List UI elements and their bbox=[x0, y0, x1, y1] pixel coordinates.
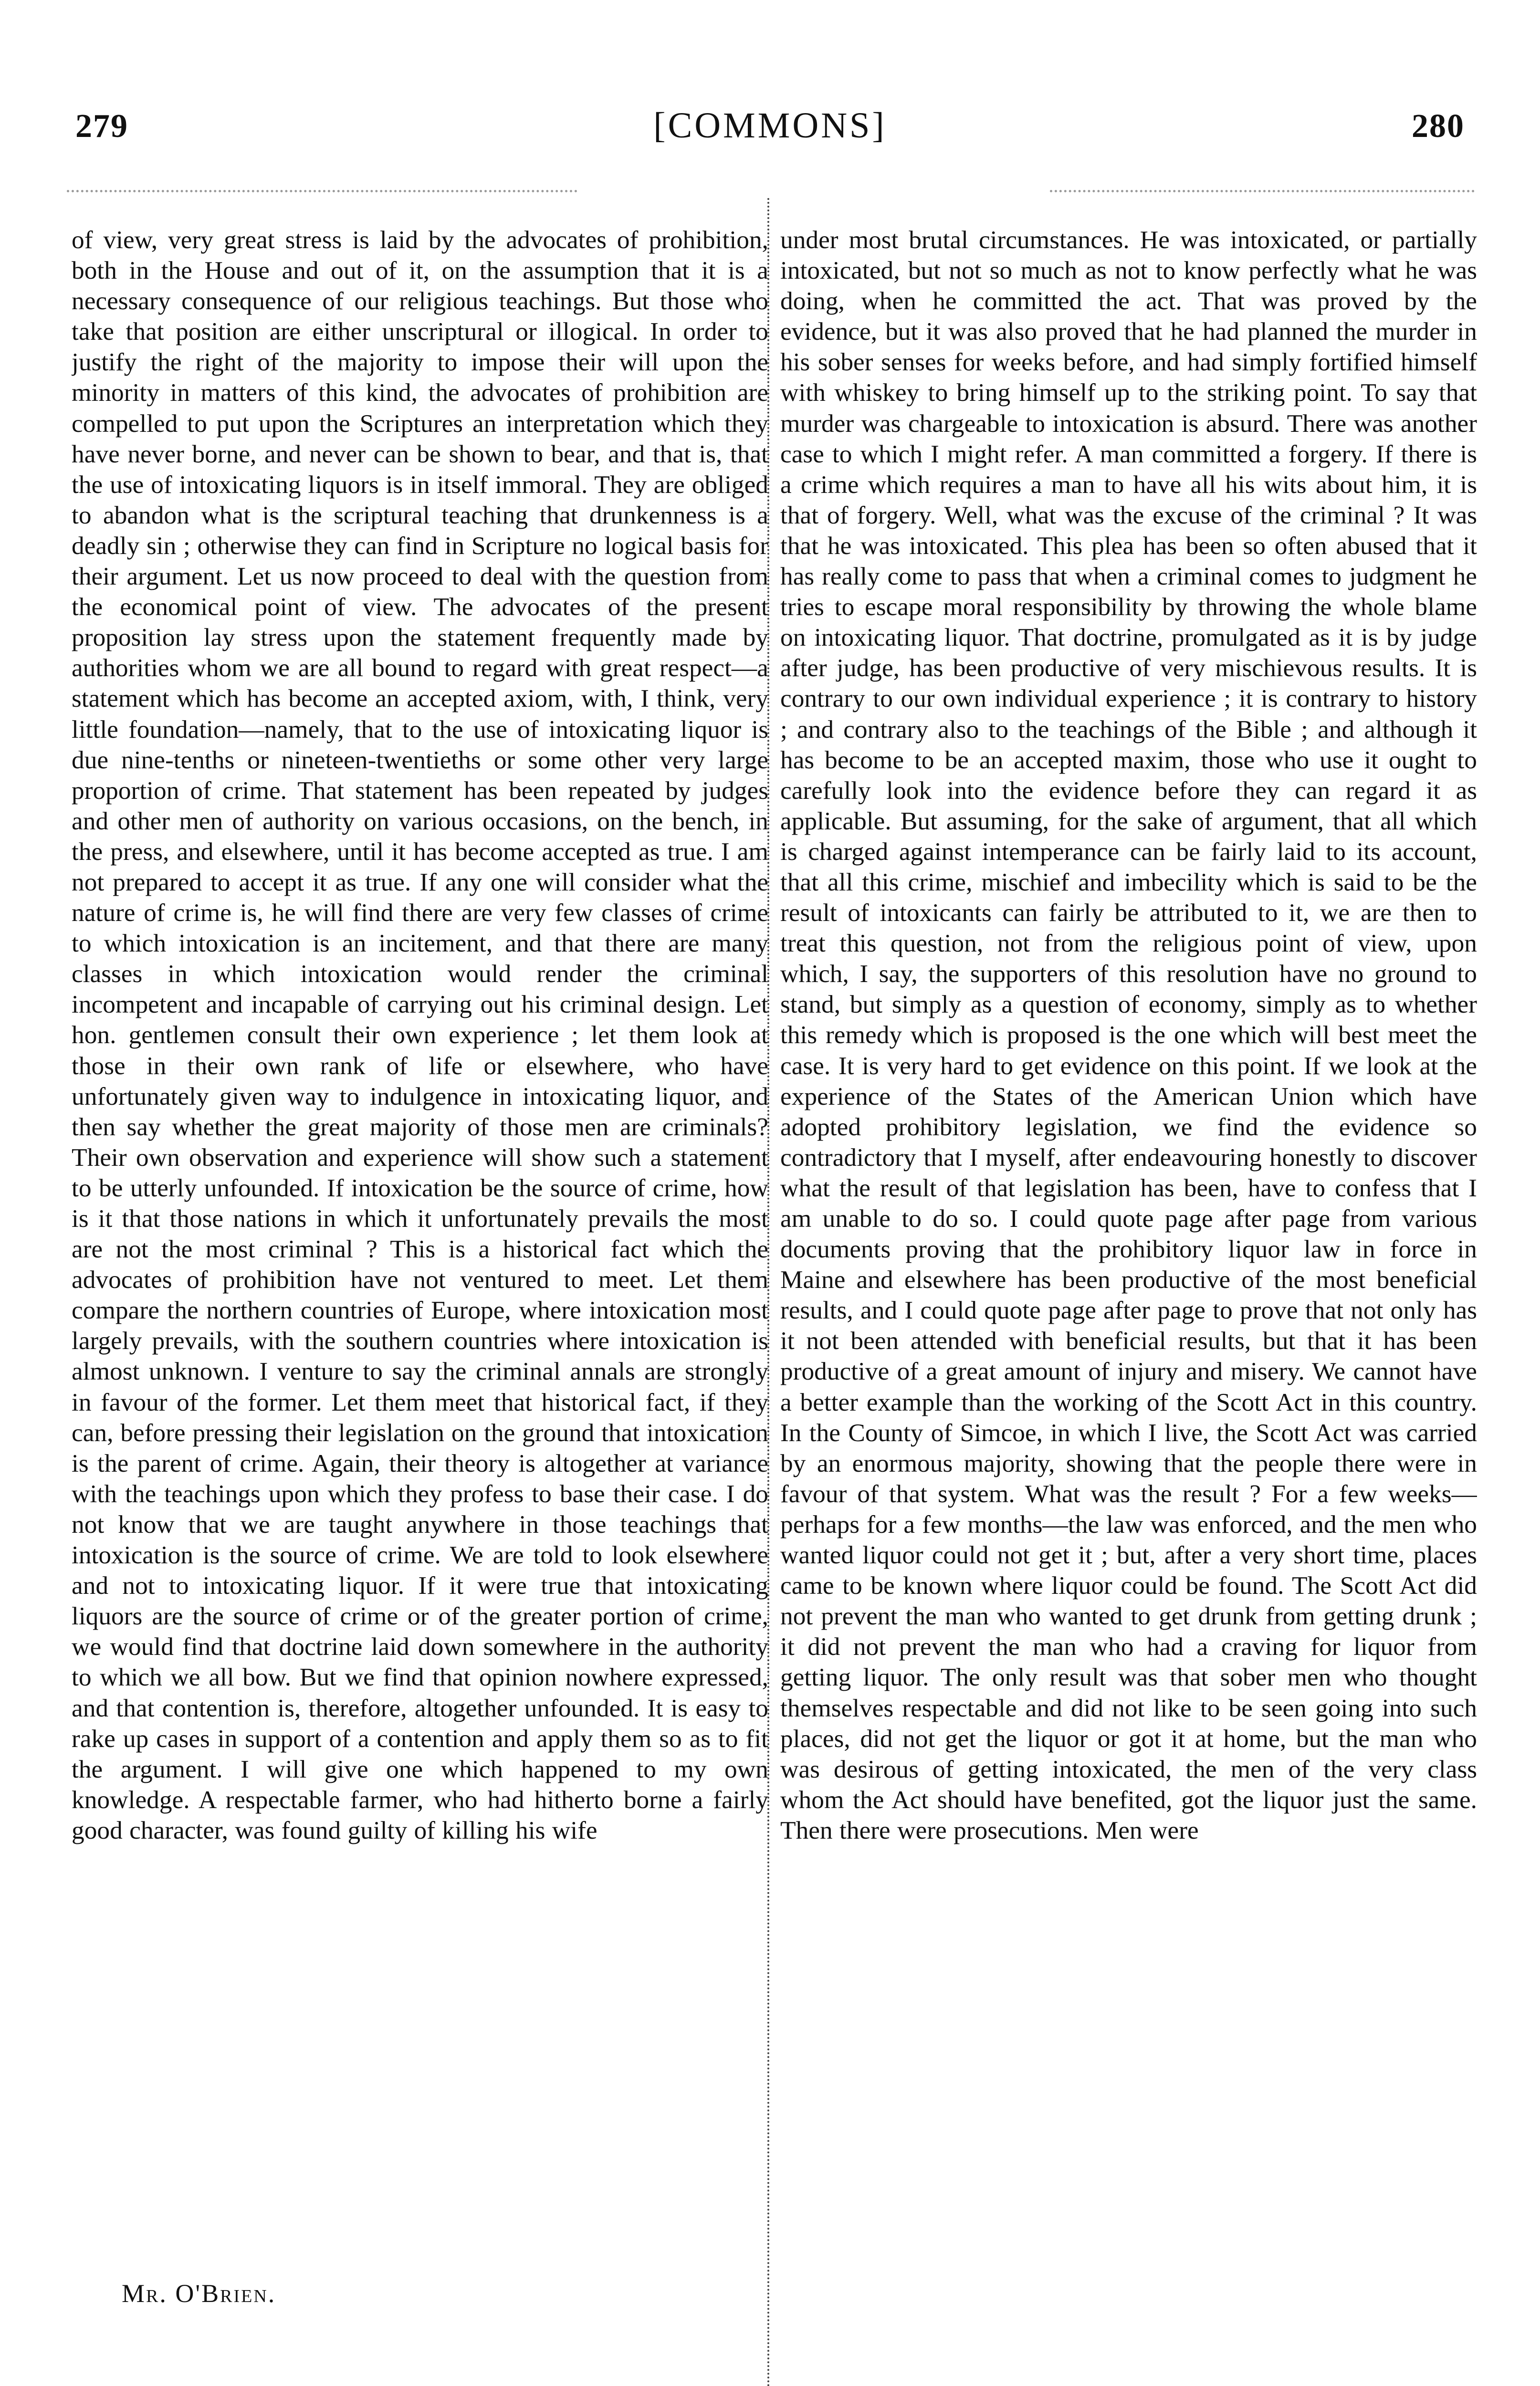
text-column-right bbox=[780, 224, 1477, 2271]
header-rule-right bbox=[1050, 190, 1475, 192]
column-divider bbox=[767, 198, 769, 2386]
column-right-text: under most brutal circumstances. He was intoxicated, or partially intoxicated, but not so much as not to know perfectly what he was doing, when he committed the act. That was proved by the evidence, but it was also proved that he had planned the murder in his sober senses for weeks before, and had simply fortified himself with whiskey to bring himself up to the striking point. To say that murder was chargeable to intoxication is absurd. There was another case to which I might refer. A man committed a forgery. If there is a crime which requires a man to have all his wits about him, it is that of forgery. Well, what was the excuse of the criminal ? It was that he was intoxicated. This plea has been so often abused that it has really come to pass that when a criminal comes to judgment he tries to escape moral responsibility by throwing the whole blame on intoxicating liquor. That doctrine, promulgated as it is by judge after judge, has been productive of very mischievous results. It is contrary to our own individual experience ; it is contrary to history ; and contrary also to the teachings of the Bible ; and although it has become to be an accepted maxim, those who use it ought to carefully look into the evidence before they can regard it as applicable. But assuming, for the sake of argument, that all which is charged against intemperance can be fairly laid to its account, that all this crime, mischief and imbecility which is said to be the result of intoxicants can fairly be attributed to it, we are then to treat this question, not from the religious point of view, upon which, I say, the supporters of this resolution have no ground to stand, but simply as a question of economy, simply as to whether this remedy which is proposed is the one which will best meet the case. It is very hard to get evidence on this point. If we look at the experience of the States of the American Union which have adopted prohibitory legislation, we find the evidence so contradictory that I myself, after endeavouring honestly to discover what the result of that legislation has been, have to confess that I am unable to do so. I could quote page after page from various documents proving that the prohibitory liquor law in force in Maine and elsewhere has been productive of the most beneficial results, and I could quote page after page to prove that not only has it not been attended with beneficial results, but that it has been productive of a great amount of injury and misery. We cannot have a better example than the working of the Scott Act in this country. In the County of Simcoe, in which I live, the Scott Act was carried by an enormous majority, showing that the people there were in favour of that system. What was the result ? For a few weeks—perhaps for a few months—the law was enforced, and the men who wanted liquor could not get it ; but, after a very short time, places came to be known where liquor could be found. The Scott Act did not prevent the man who wanted to get drunk from getting drunk ; it did not prevent the man who had a craving for liquor from getting liquor. The only result was that sober men who thought themselves respectable and did not like to be seen going into such places, did not get the liquor or got it at home, but the man who was desirous of getting intoxicated, the men of the very class whom the Act should have benefited, got the liquor just the same. Then there were prosecutions. Men were bbox=[780, 225, 1477, 1844]
header-rule-left bbox=[67, 190, 577, 192]
column-left-text: of view, very great stress is laid by the advocates of prohibition, both in the House and out of it, on the assumption that it is a necessary consequence of our religious teachings. But those who take that position are either unscriptural or illogical. In order to justify the right of the majority to impose their will upon the minority in matters of this kind, the advocates of prohibition are compelled to put upon the Scriptures an interpretation which they have never borne, and never can be shown to bear, and that is, that the use of intoxicating liquors is in itself immoral. They are obliged to abandon what is the scriptural teaching that drunkenness is a deadly sin ; otherwise they can find in Scripture no logical basis for their argument. Let us now proceed to deal with the question from the economical point of view. The advocates of the present proposition lay stress upon the statement frequently made by authorities whom we are all bound to regard with great respect—a statement which has become an accepted axiom, with, I think, very little foundation—namely, that to the use of intoxicating liquor is due nine-tenths or nineteen-twentieths or some other very large proportion of crime. That statement has been repeated by judges and other men of authority on various occasions, on the bench, in the press, and elsewhere, until it has become accepted as true. I am not prepared to accept it as true. If any one will consider what the nature of crime is, he will find there are very few classes of crime to which intoxication is an incitement, and that there are many classes in which intoxication would render the criminal incompetent and incapable of carrying out his criminal design. Let hon. gentlemen consult their own experience ; let them look at those in their own rank of life or elsewhere, who have unfortunately given way to indulgence in intoxicating liquor, and then say whether the great majority of those men are criminals? Their own observation and experience will show such a statement to be utterly unfounded. If intoxication be the source of crime, how is it that those nations in which it unfortunately prevails the most are not the most criminal ? This is a historical fact which the advocates of prohibition have not ventured to meet. Let them compare the northern countries of Europe, where intoxication most largely prevails, with the southern countries where intoxication is almost unknown. I venture to say the criminal annals are strongly in favour of the former. Let them meet that historical fact, if they can, before pressing their legislation on the ground that intoxication is the parent of crime. Again, their theory is altogether at variance with the teachings upon which they profess to base their case. I do not know that we are taught anywhere in those teachings that intoxication is the source of crime. We are told to look elsewhere and not to intoxicating liquor. If it were true that intoxicating liquors are the source of crime or of the greater portion of crime, we would find that doctrine laid down somewhere in the authority to which we all bow. But we find that opinion nowhere expressed, and that contention is, therefore, altogether unfounded. It is easy to rake up cases in support of a contention and apply them so as to fit the argument. I will give one which happened to my own knowledge. A respectable farmer, who had hitherto borne a fairly good character, was found guilty of killing his wife bbox=[72, 225, 768, 1844]
page-number-left: 279 bbox=[75, 108, 128, 145]
page-number-right: 280 bbox=[1412, 108, 1465, 145]
speaker-footer: Mr. O'Brien. bbox=[122, 2279, 276, 2308]
running-head: [COMMONS] bbox=[653, 105, 887, 146]
text-column-left bbox=[72, 224, 768, 2271]
